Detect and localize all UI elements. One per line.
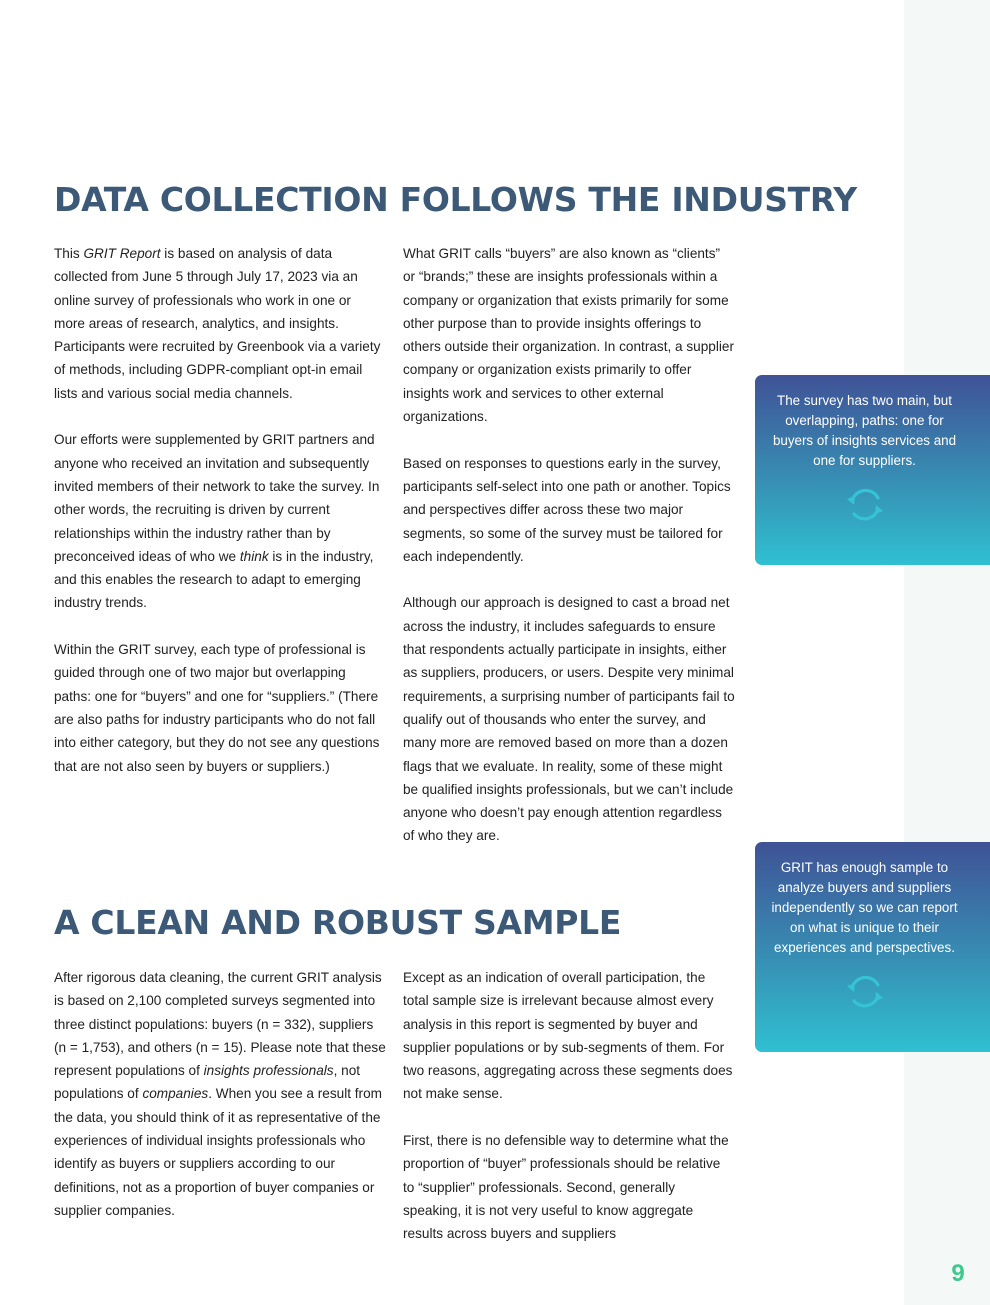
paragraph: Although our approach is designed to cast a broad net across the industry, it includes safeguards to ensure that respondents actually participate in insights, either as suppliers, producers, or users. Despite very minimal requirements, a surprising number of participants fail to qualify out of thousands who enter the survey, and many more are removed based on more than a dozen flags that we evaluate. In reality, some of these might be qualified insights professionals, but we can’t include anyone who doesn’t pay enough attention regardless of who they are. [403,595,735,844]
paragraph: Based on responses to questions early in the survey, participants self-select into one path or another. Topics and perspectives differ across these two major segments, so some of the survey must be tailored for each independently. [403,455,731,564]
paragraph: First, there is no defensible way to determine what the proportion of “buyer” professionals should be relative to “supplier” professionals. Second, generally speaking, it is not very useful to know aggregate results across buyers and suppliers [403,1133,729,1242]
right-margin-strip [904,0,990,1305]
paragraph: Within the GRIT survey, each type of professional is guided through one of two major but overlapping paths: one for “buyers” and one for “suppliers.” (There are also paths for industry participants who do not fall into either category, but they do not see any questions that are not also seen by buyers or suppliers.) [54,642,380,774]
section-heading-data-collection: DATA COLLECTION FOLLOWS THE INDUSTRY [54,180,857,219]
text-span: After rigorous data cleaning, the current GRIT analysis is based on 2,100 completed surveys segmented into three distinct populations: buyers (n = 332), suppliers (n = 1,753), and others (n = 15). Please note that these represent populations of [54,970,386,1079]
paragraph [54,428,384,614]
paragraph: What GRIT calls “buyers” are also known as “clients” or “brands;” these are insights professionals within a company or organization that exists primarily for some other purpose than to provide insights offerings to others outside their organization. In contrast, a supplier company or organization exists primarily to offer insights work and services to other external organizations. [403,246,734,425]
section1-right-column [403,242,735,848]
text-span: This [54,246,84,261]
emphasis-italic: think [239,548,269,564]
section1-left-column [54,242,384,778]
report-title-italic: GRIT Report [83,246,161,261]
emphasis-italic: companies [142,1086,209,1102]
section-heading-clean-sample: A CLEAN AND ROBUST SAMPLE [54,903,622,942]
callout-text: GRIT has enough sample to analyze buyers and suppliers independently so we can report on what is unique to their experiences and perspectives. [771,860,958,955]
callout-box-sample-size [755,842,990,1052]
refresh-arrows-icon [843,483,887,527]
emphasis-italic: insights professionals [203,1063,334,1079]
paragraph [54,966,386,1222]
page-number: 9 [951,1260,965,1287]
section2-right-column [403,966,733,1246]
paragraph: Except as an indication of overall participation, the total sample size is irrelevant because almost every analysis in this report is segmented by buyer and supplier populations or by sub-segments of them. For two reasons, aggregating across these segments does not make sense. [403,970,733,1102]
text-span: is in the industry, and this enables the research to adapt to emerging industry trends. [54,548,374,611]
text-span: . When you see a result from the data, you should think of it as representative of the experiences of individual insights professionals who identify as buyers or suppliers according to our definitions, not as a proportion of buyer companies or supplier companies. [54,1086,382,1218]
text-span: Our efforts were supplemented by GRIT partners and anyone who received an invitation and subsequently invited members of their network to take the survey. In other words, the recruiting is driven by current relationships within the industry rather than by preconceived ideas of who we [54,432,380,564]
paragraph [54,242,384,405]
refresh-arrows-icon [843,970,887,1014]
callout-box-survey-paths [755,375,990,565]
section2-left-column [54,966,386,1222]
callout-text: The survey has two main, but overlapping, paths: one for buyers of insights services and one for suppliers. [772,393,957,468]
text-span: is based on analysis of data collected from June 5 through July 17, 2023 via an online survey of professionals who work in one or more areas of research, analytics, and insights. Participants were recruited by Greenbook via a variety of methods, including GDPR-compliant opt-in email lists and various social media channels. [54,246,381,401]
text-span: , not populations of [54,1063,361,1102]
